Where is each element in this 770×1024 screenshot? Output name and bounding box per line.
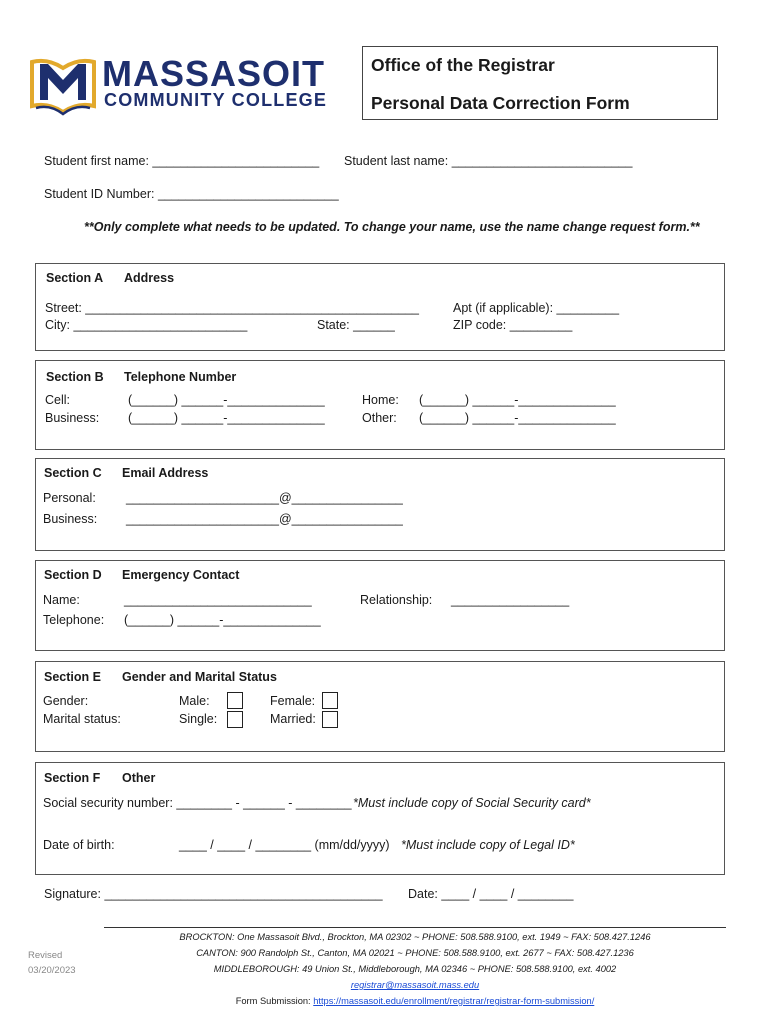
apt-field[interactable]: Apt (if applicable): _________ bbox=[453, 301, 620, 315]
zip-field[interactable]: ZIP code: _________ bbox=[453, 318, 573, 332]
logo-name-line1: MASSASOIT bbox=[102, 53, 326, 94]
emergency-name-label: Name: bbox=[43, 593, 80, 607]
section-d-id: Section D bbox=[44, 568, 102, 582]
open-book-emblem-icon bbox=[28, 54, 98, 118]
business-phone-label: Business: bbox=[45, 411, 100, 425]
submission-label: Form Submission: bbox=[235, 996, 311, 1006]
home-phone-field[interactable]: (______) ______-______________ bbox=[419, 393, 616, 407]
dob-note: *Must include copy of Legal ID* bbox=[401, 838, 575, 852]
office-title: Office of the Registrar bbox=[371, 55, 555, 75]
section-b-id: Section B bbox=[46, 370, 104, 384]
emergency-name-field[interactable]: ___________________________ bbox=[124, 593, 312, 607]
emergency-telephone-label: Telephone: bbox=[43, 613, 105, 627]
marital-status-label: Marital status: bbox=[43, 712, 121, 726]
personal-email-field[interactable]: ______________________@________________ bbox=[126, 491, 403, 505]
married-checkbox[interactable] bbox=[322, 711, 338, 728]
city-field[interactable]: City: _________________________ bbox=[45, 318, 248, 332]
form-title: Personal Data Correction Form bbox=[371, 93, 630, 113]
dob-field[interactable]: ____ / ____ / ________ (mm/dd/yyyy) bbox=[179, 838, 390, 852]
section-c-email bbox=[35, 458, 725, 551]
footer-divider bbox=[104, 927, 726, 928]
female-label: Female: bbox=[270, 694, 316, 708]
signature-date-field[interactable]: Date: ____ / ____ / ________ bbox=[408, 887, 574, 901]
cell-label: Cell: bbox=[45, 393, 71, 407]
business-email-label: Business: bbox=[43, 512, 98, 526]
relationship-label: Relationship: bbox=[360, 593, 433, 607]
street-field[interactable]: Street: ________________________________________________ bbox=[45, 301, 419, 315]
section-c-id: Section C bbox=[44, 466, 102, 480]
revised-date: 03/20/2023 bbox=[28, 965, 76, 976]
section-e-gender-marital bbox=[35, 661, 725, 752]
business-email-field[interactable]: ______________________@________________ bbox=[126, 512, 403, 526]
section-b-telephone bbox=[35, 360, 725, 450]
cell-phone-field[interactable]: (______) ______-______________ bbox=[128, 393, 325, 407]
single-checkbox[interactable] bbox=[227, 711, 243, 728]
other-phone-label: Other: bbox=[362, 411, 397, 425]
college-logo bbox=[28, 52, 338, 118]
section-d-title: Emergency Contact bbox=[122, 568, 240, 582]
gender-label: Gender: bbox=[43, 694, 89, 708]
footer-canton: CANTON: 900 Randolph St., Canton, MA 02021 ~ PHONE: 508.588.9100, ext. 2677 ~ FAX: 508.427.1236 bbox=[196, 948, 634, 958]
business-phone-field[interactable]: (______) ______-______________ bbox=[128, 411, 325, 425]
registrar-email-link[interactable]: registrar@massasoit.mass.edu bbox=[350, 980, 480, 990]
section-f-id: Section F bbox=[44, 771, 101, 785]
section-e-id: Section E bbox=[44, 670, 101, 684]
instruction-note: **Only complete what needs to be updated. To change your name, use the name change request form.** bbox=[84, 220, 700, 234]
student-id-field[interactable]: Student ID Number: __________________________ bbox=[44, 187, 339, 201]
section-a-title: Address bbox=[124, 271, 175, 285]
section-f-title: Other bbox=[122, 771, 156, 785]
ssn-note: *Must include copy of Social Security card* bbox=[353, 796, 591, 810]
other-phone-field[interactable]: (______) ______-______________ bbox=[419, 411, 616, 425]
submission-link[interactable]: https://massasoit.edu/enrollment/registrar/registrar-form-submission/ bbox=[313, 996, 595, 1006]
logo-name-line2: COMMUNITY COLLEGE bbox=[104, 90, 328, 110]
state-field[interactable]: State: ______ bbox=[317, 318, 395, 332]
personal-email-label: Personal: bbox=[43, 491, 96, 505]
student-last-name-field[interactable]: Student last name: __________________________ bbox=[344, 154, 633, 168]
section-b-title: Telephone Number bbox=[124, 370, 237, 384]
emergency-telephone-field[interactable]: (______) ______-______________ bbox=[124, 613, 321, 627]
revised-label: Revised bbox=[28, 950, 63, 961]
section-a-id: Section A bbox=[46, 271, 104, 285]
home-label: Home: bbox=[362, 393, 399, 407]
single-label: Single: bbox=[179, 712, 218, 726]
section-e-title: Gender and Marital Status bbox=[122, 670, 277, 684]
section-c-title: Email Address bbox=[122, 466, 209, 480]
section-f-other bbox=[35, 762, 725, 875]
male-checkbox[interactable] bbox=[227, 692, 243, 709]
section-a-address bbox=[35, 263, 725, 351]
footer-brockton: BROCKTON: One Massasoit Blvd., Brockton, MA 02302 ~ PHONE: 508.588.9100, ext. 1949 ~ FAX: 508.427.1246 bbox=[179, 932, 651, 942]
student-first-name-field[interactable]: Student first name: ________________________ bbox=[44, 154, 320, 168]
section-d-emergency-contact bbox=[35, 560, 725, 651]
dob-label: Date of birth: bbox=[43, 838, 115, 852]
male-label: Male: bbox=[179, 694, 210, 708]
form-title-box bbox=[362, 46, 718, 120]
footer-submission-row bbox=[104, 996, 726, 1006]
footer-email-row bbox=[104, 980, 726, 990]
relationship-field[interactable]: _________________ bbox=[451, 593, 570, 607]
ssn-field[interactable]: Social security number: ________ - ______ - ________ bbox=[43, 796, 352, 810]
footer-middleborough: MIDDLEBOROUGH: 49 Union St., Middleborough, MA 02346 ~ PHONE: 508.588.9100, ext. 4002 bbox=[213, 964, 617, 974]
female-checkbox[interactable] bbox=[322, 692, 338, 709]
signature-field[interactable]: Signature: ________________________________________ bbox=[44, 887, 383, 901]
married-label: Married: bbox=[270, 712, 316, 726]
